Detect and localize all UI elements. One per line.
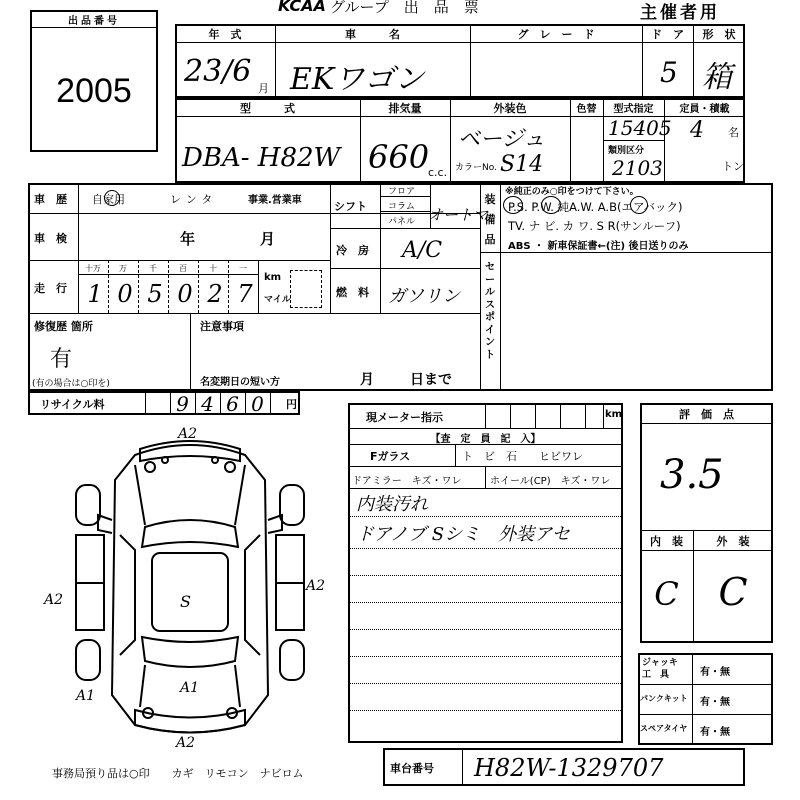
recycle-digit: 4: [201, 392, 214, 416]
equipment-line1: P.S. P.W. 純A.W. A.B(エアバック): [508, 200, 683, 214]
form-title: グループ 出 品 票: [330, 0, 479, 16]
color-label: 外装色: [493, 102, 527, 115]
jack-option: 有・無: [700, 667, 730, 678]
color-change-label: 色替: [576, 104, 597, 115]
year-value: 23/6: [184, 54, 252, 89]
class-no-value: 2103: [612, 156, 663, 180]
mileage-digit: 2: [207, 280, 223, 308]
mirror-label: ドアミラー キズ・ワレ: [352, 476, 462, 487]
shift-option-floor: フロア: [388, 187, 416, 197]
doors-value: 5: [660, 56, 678, 89]
load-unit: トン: [722, 160, 744, 173]
model-label: 型 式: [240, 102, 295, 115]
short-term-month: 月: [360, 372, 374, 388]
inspection-label: 車 検: [34, 232, 67, 245]
interior-grade: C: [654, 575, 679, 613]
model-code-value: DBA- H82W: [182, 143, 341, 173]
chassis-number: H82W-1329707: [474, 754, 664, 782]
mileage-digit: 1: [87, 280, 103, 308]
damage-mark-right: A2: [306, 578, 326, 594]
inspector-label: 【査 定 員 記 入】: [430, 434, 541, 445]
meter-label: 現メーター指示: [366, 411, 443, 424]
chassis-label: 車台番号: [390, 762, 434, 775]
wheel-label: ホイール(CP) キズ・ワレ: [490, 476, 611, 487]
mileage-digit: 0: [177, 280, 193, 308]
mileage-mile-unit: マイル: [264, 295, 291, 305]
mileage-digit: 0: [117, 280, 133, 308]
interior-label: 内 装: [650, 535, 683, 548]
mileage-km-unit: km: [264, 272, 282, 283]
remark-line: 内装汚れ: [356, 494, 428, 515]
sales-point-label: セールスポイント: [485, 262, 495, 361]
damage-mark-trunk: A1: [180, 680, 200, 696]
equipment-side-label: 装備品: [484, 193, 496, 246]
damage-mark-rear-left: A1: [76, 688, 96, 704]
equipment-circle: [541, 196, 561, 214]
cc-unit: c.c.: [428, 166, 448, 179]
displacement-value: 660: [368, 138, 430, 176]
jack-label: ジャッキ 工 具: [642, 658, 678, 680]
car-name-label: 車 名: [345, 28, 400, 41]
shift-option-panel: パネル: [388, 217, 416, 227]
type-designation-value: 15405: [608, 116, 672, 140]
lot-number: 2005: [56, 72, 132, 110]
capacity-label: 定員・積載: [679, 104, 730, 115]
mileage-digit: 5: [147, 280, 163, 308]
recycle-label: リサイクル料: [40, 398, 105, 411]
fuel-label: 燃 料: [336, 286, 369, 299]
score-label: 評 価 点: [679, 408, 734, 421]
mileage-unit: 万: [119, 264, 127, 273]
mileage-unit-box: [290, 270, 322, 308]
type-designation-label: 型式指定: [613, 104, 654, 115]
displacement-label: 排気量: [388, 102, 422, 115]
repair-value: 有: [50, 347, 73, 372]
recycle-yen: 円: [286, 398, 297, 411]
mileage-unit: 百: [179, 264, 187, 273]
doors-label: ド ア: [651, 28, 684, 41]
body-type-value: 箱: [702, 60, 732, 95]
spare-option: 有・無: [700, 727, 730, 738]
history-label: 車 歴: [34, 193, 67, 206]
score-value: 3.5: [660, 452, 724, 498]
mileage-unit: 十万: [85, 264, 101, 273]
damage-mark-rear: A2: [176, 735, 196, 751]
equipment-line2: TV. ナ ビ. カ ワ. S R(サンルーフ): [508, 219, 681, 233]
inspection-month: 月: [260, 230, 276, 248]
ac-label: 冷 房: [336, 244, 369, 257]
office-items: 事務局預り品は○印 カギ リモコン ナビロム: [52, 767, 304, 780]
month-suffix: 月: [258, 82, 269, 95]
repair-label: 修復歴 箇所: [34, 320, 93, 333]
color-no-value: S14: [500, 152, 544, 177]
color-value: ベージュ: [458, 127, 546, 152]
year-label: 年 式: [208, 28, 242, 41]
mileage-unit: 十: [209, 264, 217, 273]
equipment-circle: [503, 196, 523, 214]
short-term-day: 日まで: [410, 372, 452, 388]
grade-label: グ レ ー ド: [517, 28, 595, 41]
caution-label: 注意事項: [200, 320, 244, 333]
car-damage-diagram: [40, 425, 340, 755]
exterior-label: 外 装: [716, 535, 750, 548]
equipment-line3: ABS ・ 新車保証書←(注) 後日送りのみ: [508, 241, 689, 252]
history-option-commercial: 事業.営業車: [248, 195, 302, 206]
capacity-value: 4: [690, 118, 704, 143]
color-no-label: カラーNo.: [455, 163, 497, 173]
ac-value: A/C: [402, 238, 443, 263]
short-term-label: 名変期日の短い方: [200, 377, 280, 388]
history-option-rental: レンタ: [170, 193, 218, 206]
lot-label: 出品番号: [68, 16, 120, 27]
recycle-digit: 0: [251, 392, 264, 416]
exterior-grade: C: [718, 570, 748, 614]
puncture-kit-label: パンクキット: [640, 694, 688, 703]
f-glass-label: Fガラス: [370, 450, 411, 463]
glass-options: ト ビ 石 ヒビワレ: [462, 450, 583, 463]
capacity-unit: 名: [728, 126, 739, 139]
recycle-digit: 6: [226, 392, 239, 416]
recycle-digit: 9: [176, 392, 189, 416]
damage-mark-left: A2: [44, 592, 64, 608]
shift-value: オートマ: [428, 206, 489, 224]
damage-mark-front: A2: [178, 426, 198, 442]
repair-note: (有の場合は○印を): [32, 379, 110, 389]
history-circle: [104, 190, 120, 206]
meter-km-unit: km: [605, 409, 623, 420]
spare-tire-label: スペアタイヤ: [640, 724, 688, 733]
organizer-label: 主催者用: [640, 3, 720, 23]
damage-mark-roof: S: [180, 592, 191, 611]
car-name-value: EKワゴン: [290, 62, 425, 97]
shift-label: シフト: [334, 200, 367, 213]
puncture-option: 有・無: [700, 697, 730, 708]
mileage-unit: 一: [239, 264, 247, 273]
body-type-label: 形 状: [702, 28, 736, 41]
history-option-private: 自家用: [92, 193, 125, 206]
equipment-note: ※純正のみ○印をつけて下さい。: [505, 187, 639, 197]
mileage-unit: 千: [149, 264, 157, 273]
fuel-value: ガソリン: [388, 286, 460, 307]
mileage-label: 走 行: [34, 282, 67, 295]
shift-option-column: コラム: [388, 202, 415, 212]
brand-logo: KCAA: [278, 0, 326, 15]
remark-line: ドアノブ Sシミ 外装アセ: [356, 524, 570, 545]
equipment-circle: [630, 196, 648, 214]
mileage-digit: 7: [237, 280, 253, 308]
class-label: 類別区分: [608, 146, 645, 156]
inspection-year: 年: [180, 230, 196, 248]
